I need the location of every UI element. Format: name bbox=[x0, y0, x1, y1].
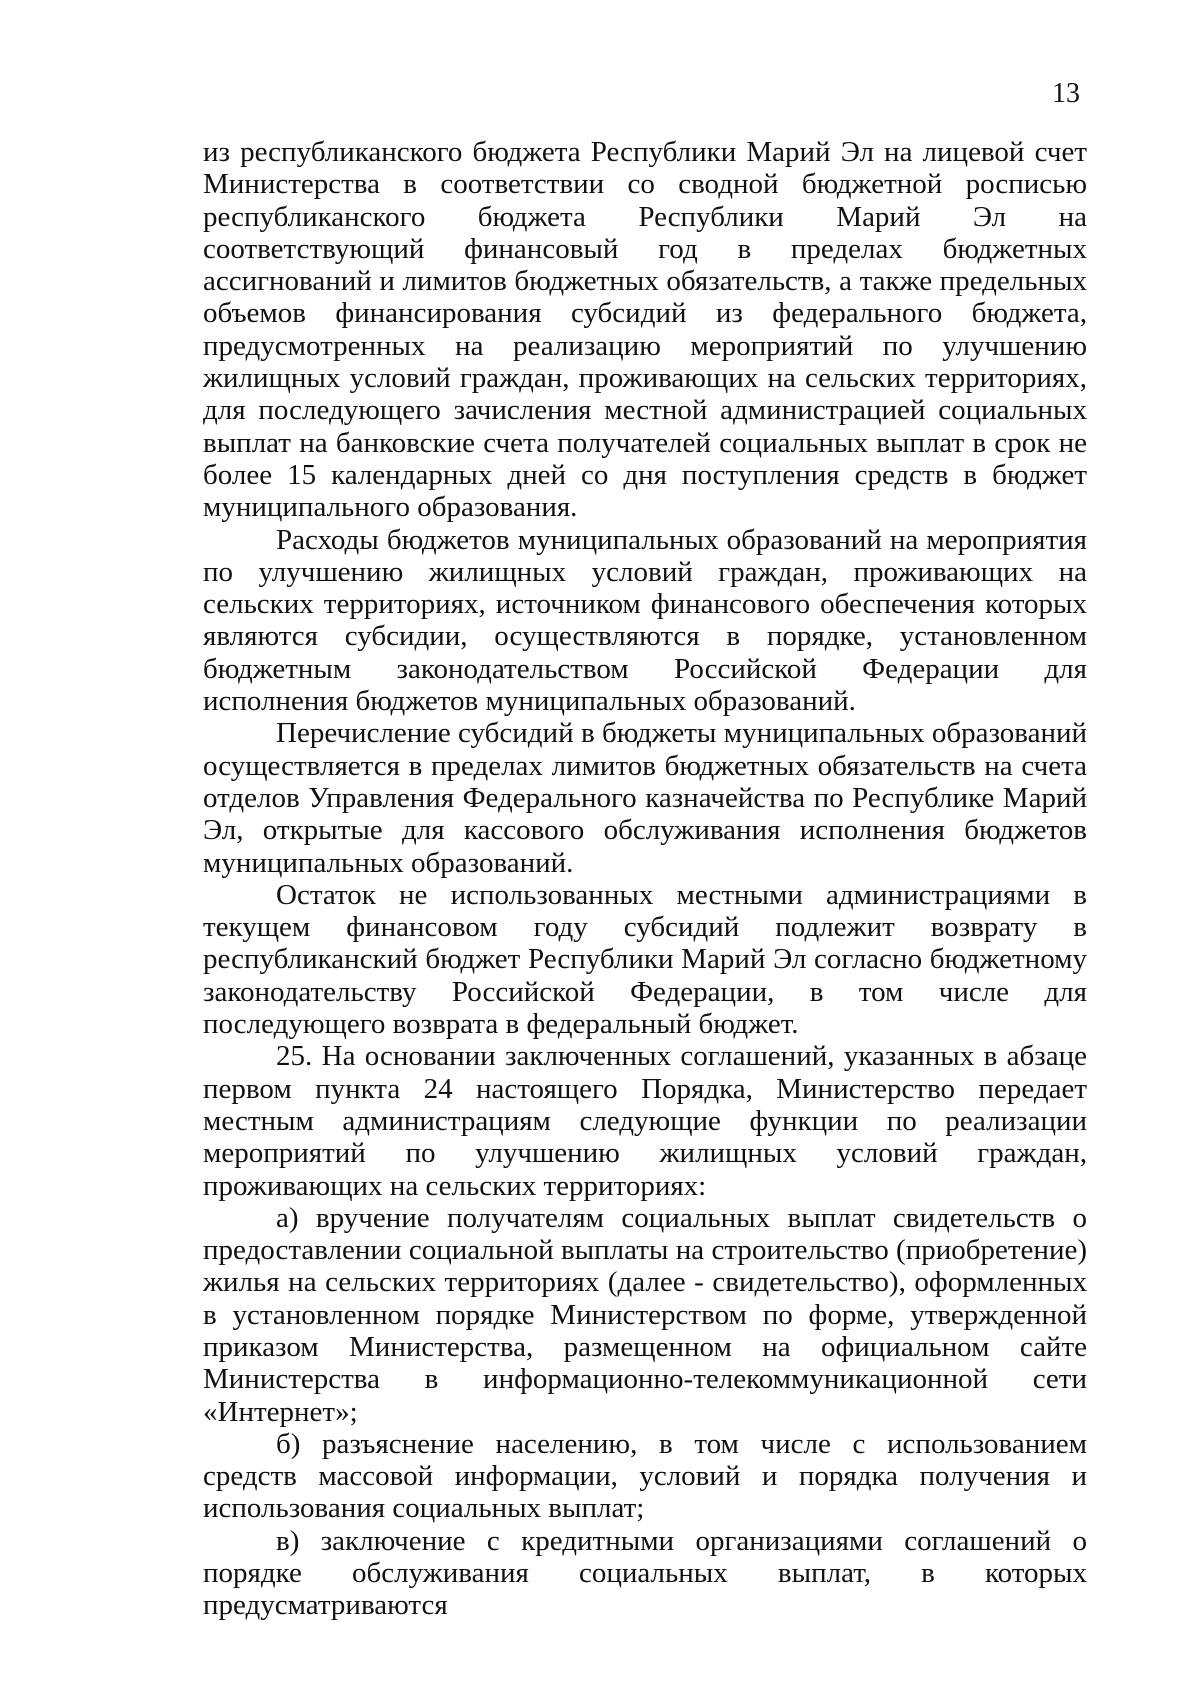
paragraph-clause-25: 25. На основании заключенных соглашений, указанных в абзаце первом пункта 24 настоящего Порядка, Министерство передает местным администрациям следующие функции по реализации мероприятий по улучшению жилищных условий граждан, проживающих на сельских территориях: bbox=[203, 1040, 1087, 1202]
paragraph-continuation: из республиканского бюджета Республики Марий Эл на лицевой счет Министерства в соответствии со сводной бюджетной росписью республиканского бюджета Республики Марий Эл на соответствующий финансовый год в пределах бюджетных ассигнований и лимитов бюджетных обязательств, а также предельных объемов финансирования субсидий из федерального бюджета, предусмотренных на реализацию мероприятий по улучшению жилищных условий граждан, проживающих на сельских территориях, для последующего зачисления местной администрацией социальных выплат на банковские счета получателей социальных выплат в срок не более 15 календарных дней со дня поступления средств в бюджет муниципального образования. bbox=[203, 136, 1087, 524]
list-item-a: а) вручение получателям социальных выплат свидетельств о предоставлении социальной выплаты на строительство (приобретение) жилья на сельских территориях (далее - свидетельство), оформленных в установленном порядке Министерством по форме, утвержденной приказом Министерства, размещенном на официальном сайте Министерства в информационно-телекоммуникационной сети «Интернет»; bbox=[203, 1201, 1087, 1428]
paragraph-unused-balance: Остаток не использованных местными администрациями в текущем финансовом году субсидий подлежит возврату в республиканский бюджет Республики Марий Эл согласно бюджетному законодательству Российской Федерации, в том числе для последующего возврата в федеральный бюджет. bbox=[203, 878, 1087, 1041]
list-item-b: б) разъяснение населению, в том числе с использованием средств массовой информации, условий и порядка получения и использования социальных выплат; bbox=[203, 1427, 1087, 1525]
page-number: 13 bbox=[1052, 78, 1080, 109]
paragraph-municipal-expenses: Расходы бюджетов муниципальных образований на мероприятия по улучшению жилищных условий граждан, проживающих на сельских территориях, источником финансового обеспечения которых являются субсидии, осуществляются в порядке, установленном бюджетным законодательством Российской Федерации для исполнения бюджетов муниципальных образований. bbox=[203, 523, 1087, 718]
document-body bbox=[203, 136, 1087, 1622]
list-item-c: в) заключение с кредитными организациями соглашений о порядке обслуживания социальных выплат, в которых предусматриваются bbox=[203, 1524, 1087, 1622]
paragraph-subsidy-transfer: Перечисление субсидий в бюджеты муниципальных образований осуществляется в пределах лимитов бюджетных обязательств на счета отделов Управления Федерального казначейства по Республике Марий Эл, открытые для кассового обслуживания исполнения бюджетов муниципальных образований. bbox=[203, 717, 1087, 879]
